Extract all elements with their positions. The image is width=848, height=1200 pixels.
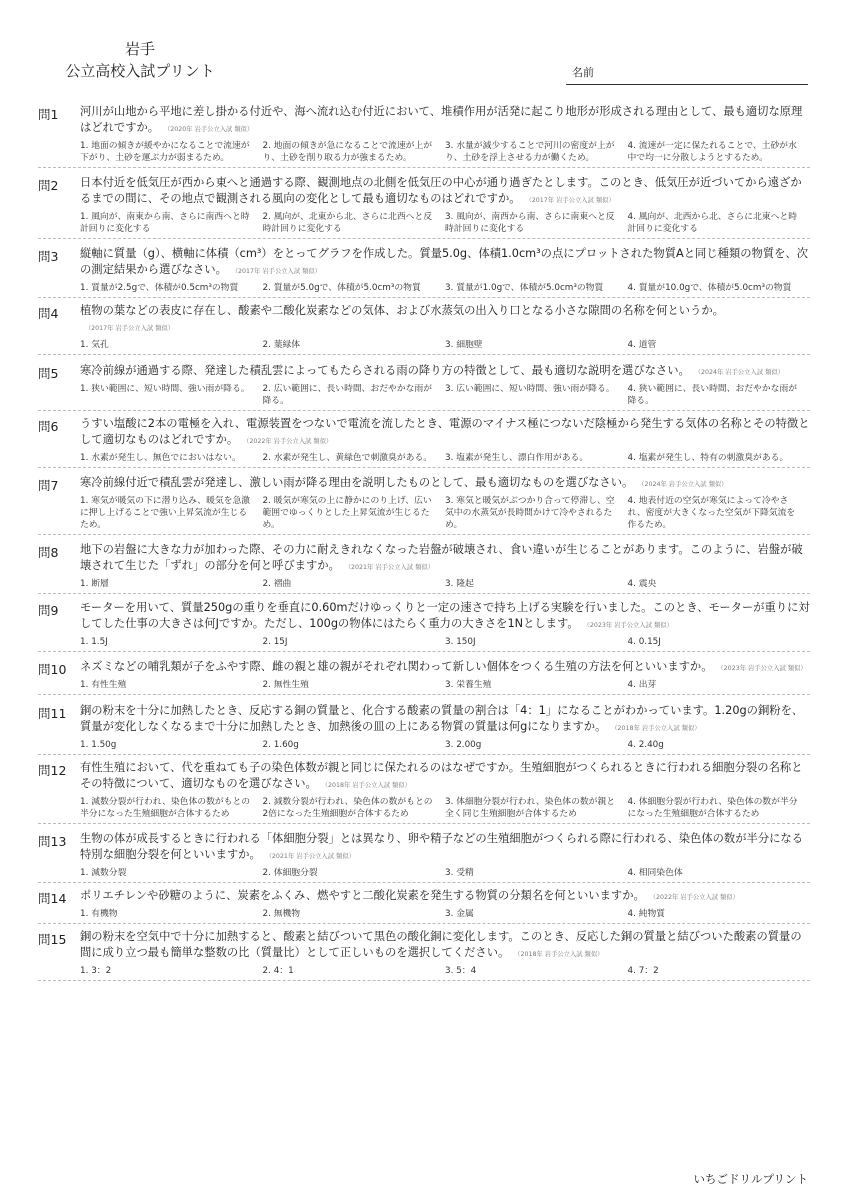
choice-row: [80, 867, 810, 879]
name-field[interactable]: [566, 64, 808, 85]
question-text: ネズミなどの哺乳類が子をふやす際、雌の親と雄の親がそれぞれ関わって新しい個体をつくる生殖の方法を何といいますか。: [80, 660, 713, 673]
question-block: [38, 657, 810, 695]
question-text: うすい塩酸に2本の電極を入れ、電源装置をつないで電流を流したとき、電源のマイナス極につないだ陰極から発生する気体の名称とその特徴として適切なものはどれですか。: [80, 417, 810, 446]
question-block: [38, 927, 810, 981]
question-source: （2022年 岩手公立入試 類似）: [246, 438, 333, 445]
answer-choice[interactable]: 2. 風向が、北東から北、さらに北西へと反時計回りに変化する: [262, 212, 433, 234]
question-number: 問6: [38, 419, 59, 434]
footer-brand: いちごドリルプリント: [693, 1172, 808, 1186]
question-source: （2017年 岩手公立入試 類似）: [234, 268, 322, 275]
question-number: 問13: [38, 834, 67, 849]
question-source: （2021年 岩手公立入試 類似）: [268, 853, 355, 860]
question-number: 問15: [38, 932, 67, 947]
question-body: [80, 888, 810, 920]
question-block: [38, 361, 810, 411]
answer-choice[interactable]: 2. 15J: [262, 637, 288, 647]
answer-choice[interactable]: 1. 減数分裂が行われ、染色体の数がもとの半分になった生殖細胞が合体するため: [80, 797, 251, 819]
answer-choice[interactable]: 4. 質量が10.0gで、体積が5.0cm³の物質: [627, 283, 792, 293]
question-block: [38, 301, 810, 355]
question-number: 問2: [38, 178, 59, 193]
answer-choice[interactable]: 3. 金属: [445, 909, 474, 919]
answer-choice[interactable]: 4. 風向が、北西から北、さらに北東へと時計回りに変化する: [627, 212, 798, 234]
answer-choice[interactable]: 1. 気孔: [80, 340, 109, 350]
choice-row: [80, 140, 810, 164]
question-body: [80, 703, 810, 751]
answer-choice[interactable]: 3. 広い範囲に、短い時間、強い雨が降る。: [445, 384, 615, 394]
answer-choice[interactable]: 1. 3：2: [80, 966, 112, 976]
question-text: 植物の葉などの表皮に存在し、酸素や二酸化炭素などの気体、および水蒸気の出入り口となる小さな隙間の名称を何というか。: [80, 304, 724, 317]
question-source: （2021年 岩手公立入試 類似）: [347, 564, 434, 571]
answer-choice[interactable]: 1. 減数分裂: [80, 868, 127, 878]
question-source: （2018年 岩手公立入試 類似）: [517, 951, 604, 958]
question-number: 問8: [38, 545, 59, 560]
answer-choice[interactable]: 2. 質量が5.0gで、体積が5.0cm³の物質: [262, 283, 421, 293]
choice-row: [80, 796, 810, 820]
answer-choice[interactable]: 1. 有性生殖: [80, 680, 127, 690]
question-text: 地下の岩盤に大きな力が加わった際、その力に耐えきれなくなった岩盤が破壊され、食い違いが生じることがあります。このように、岩盤が破壊されて生じた「ずれ」の部分を何と呼びますか。: [80, 543, 803, 572]
question-body: [80, 363, 810, 407]
answer-choice[interactable]: 4. 2.40g: [627, 740, 664, 750]
choice-row: [80, 679, 810, 691]
answer-choice[interactable]: 1. 1.5J: [80, 637, 108, 647]
question-list: [38, 102, 810, 981]
question-text: 縦軸に質量（g）、横軸に体積（cm³）をとってグラフを作成した。質量5.0g、体積1.0cm³の点にプロットされた物質Aと同じ種類の物質を、次の測定結果から選びなさい。: [80, 247, 809, 276]
answer-choice[interactable]: 2. 減数分裂が行われ、染色体の数がもとの2倍になった生殖細胞が合体するため: [262, 797, 433, 819]
answer-choice[interactable]: 3. 体細胞分裂が行われ、染色体の数が親と全く同じ生殖細胞が合体するため: [445, 797, 616, 819]
question-block: [38, 540, 810, 594]
answer-choice[interactable]: 3. 塩素が発生し、漂白作用がある。: [445, 453, 589, 463]
choice-row: [80, 452, 810, 464]
question-text: 日本付近を低気圧が西から東へと通過する際、観測地点の北側を低気圧の中心が通り過ぎたとします。このとき、低気圧が近づいてから遠ざかるまでの間に、その地点で観測される風向の変化として最も適切なものはどれですか。: [80, 176, 802, 205]
question-body: [80, 542, 810, 590]
question-body: [80, 303, 810, 351]
question-number: 問11: [38, 706, 67, 721]
question-number: 問7: [38, 478, 59, 493]
question-block: [38, 829, 810, 883]
answer-choice[interactable]: 3. 5：4: [445, 966, 477, 976]
question-text: モーターを用いて、質量250gの重りを垂直に0.60mだけゆっくりと一定の速さで持ち上げる実験を行いました。このとき、モーターが重りに対してした仕事の大きさは何Jですか。ただし、100gの物体にはたらく重力の大きさを1Nとします。: [80, 601, 810, 630]
question-body: [80, 416, 810, 464]
answer-choice[interactable]: 2. 無性生殖: [262, 680, 309, 690]
question-number: 問5: [38, 366, 59, 381]
question-body: [80, 104, 810, 164]
question-number: 問12: [38, 763, 67, 778]
question-number: 問10: [38, 662, 67, 677]
question-number: 問3: [38, 249, 59, 264]
choice-row: [80, 908, 810, 920]
answer-choice[interactable]: 3. 細胞壁: [445, 340, 483, 350]
answer-choice[interactable]: 1. 風向が、南東から南、さらに南西へと時計回りに変化する: [80, 212, 250, 234]
answer-choice[interactable]: 4. 地表付近の空気が寒気によって冷やされ、密度が大きくなった空気が下降気流を作るため。: [627, 496, 796, 530]
question-body: [80, 475, 810, 531]
answer-choice[interactable]: 2. 体細胞分裂: [262, 868, 318, 878]
choice-row: [80, 383, 810, 407]
answer-choice[interactable]: 4. 流速が一定に保たれることで、土砂が水中で均一に分散しようとするため。: [627, 141, 797, 163]
answer-choice[interactable]: 2. 4：1: [262, 966, 294, 976]
question-text: 生物の体が成長するときに行われる「体細胞分裂」とは異なり、卵や精子などの生殖細胞がつくられる際に行われる、染色体の数が半分になる特別な細胞分裂を何といいますか。: [80, 832, 804, 861]
answer-choice[interactable]: 4. 相同染色体: [627, 868, 683, 878]
answer-choice[interactable]: 3. 2.00g: [445, 740, 482, 750]
question-block: [38, 598, 810, 652]
answer-choice[interactable]: 1. 寒気が暖気の下に潜り込み、暖気を急激に押し上げることで強い上昇気流が生じるため。: [80, 496, 251, 530]
choice-row: [80, 211, 810, 235]
answer-choice[interactable]: 4. 純物質: [627, 909, 666, 919]
question-body: [80, 175, 810, 235]
answer-choice[interactable]: 3. 150J: [445, 637, 476, 647]
question-number: 問9: [38, 603, 59, 618]
question-text: 寒冷前線が通過する際、発達した積乱雲によってもたらされる雨の降り方の特徴として、最も適切な説明を選びなさい。: [80, 364, 690, 377]
question-block: [38, 102, 810, 168]
answer-choice[interactable]: 4. 狭い範囲に、長い時間、おだやかな雨が降る。: [627, 384, 798, 406]
question-body: [80, 831, 810, 879]
question-number: 問1: [38, 107, 59, 122]
question-body: [80, 760, 810, 820]
answer-choice[interactable]: 3. 寒気と暖気がぶつかり合って停滞し、空気中の水蒸気が長時間かけて冷やされるため。: [445, 496, 615, 530]
answer-choice[interactable]: 3. 隆起: [445, 579, 474, 589]
question-source: （2018年 岩手公立入試 類似）: [324, 782, 411, 789]
question-text: ポリエチレンや砂糖のように、炭素をふくみ、燃やすと二酸化炭素を発生する物質の分類名を何といいますか。: [80, 889, 645, 902]
choice-row: [80, 282, 810, 294]
question-source: （2022年 岩手公立入試 類似）: [652, 894, 739, 901]
question-source: （2024年 岩手公立入試 類似）: [697, 369, 784, 376]
answer-choice[interactable]: 3. 風向が、南西から南、さらに南東へと反時計回りに変化する: [445, 212, 615, 234]
question-text: 有性生殖において、代を重ねても子の染色体数が親と同じに保たれるのはなぜですか。生殖細胞がつくられるときに行われる細胞分裂の名称とその特徴について、適切なものを選びなさい。: [80, 761, 803, 790]
answer-choice[interactable]: 1. 断層: [80, 579, 109, 589]
question-source: （2017年 岩手公立入試 類似）: [88, 325, 175, 332]
question-block: [38, 173, 810, 239]
answer-choice[interactable]: 4. 体細胞分裂が行われ、染色体の数が半分になった生殖細胞が合体するため: [627, 797, 798, 819]
answer-choice[interactable]: 2. 1.60g: [262, 740, 299, 750]
prefecture-title: 岩手: [124, 40, 155, 58]
answer-choice[interactable]: 3. 栄養生殖: [445, 680, 492, 690]
answer-choice[interactable]: 4. 震央: [627, 579, 657, 589]
question-block: [38, 701, 810, 755]
answer-choice[interactable]: 4. 7：2: [627, 966, 659, 976]
question-block: [38, 244, 810, 298]
name-label: 名前: [572, 66, 594, 79]
answer-choice[interactable]: 4. 0.15J: [627, 637, 661, 647]
answer-choice[interactable]: 2. 褶曲: [262, 579, 292, 589]
choice-row: [80, 636, 810, 648]
answer-choice[interactable]: 1. 有機物: [80, 909, 118, 919]
question-source: （2023年 岩手公立入試 類似）: [720, 665, 807, 672]
answer-choice[interactable]: 2. 広い範囲に、長い時間、おだやかな雨が降る。: [262, 384, 433, 406]
answer-choice[interactable]: 4. 道管: [627, 340, 657, 350]
answer-choice[interactable]: 1. 地面の傾きが緩やかになることで流速が下がり、土砂を運ぶ力が弱まるため。: [80, 141, 250, 163]
print-header: [0, 0, 848, 95]
answer-choice[interactable]: 2. 水素が発生し、黄緑色で刺激臭がある。: [262, 453, 433, 463]
answer-choice[interactable]: 3. 受精: [445, 868, 474, 878]
answer-choice[interactable]: 4. 塩素が発生し、特有の刺激臭がある。: [627, 453, 789, 463]
question-source: （2018年 岩手公立入試 類似）: [614, 725, 701, 732]
question-number: 問14: [38, 891, 67, 906]
question-source: （2017年 岩手公立入試 類似）: [528, 197, 615, 204]
answer-choice[interactable]: 1. 水素が発生し、無色でにおいはない。: [80, 453, 241, 463]
question-text: 銅の粉末を十分に加熱したとき、反応する銅の質量と、化合する酸素の質量の割合は「4：1」になることがわかっています。1.20gの銅粉を、質量が変化しなくなるまで十分に加熱したとき、加熱後の皿の上にある物質の質量は何gになりますか。: [80, 704, 804, 733]
answer-choice[interactable]: 4. 出芽: [627, 680, 657, 690]
answer-choice[interactable]: 1. 1.50g: [80, 740, 117, 750]
choice-row: [80, 739, 810, 751]
choice-row: [80, 495, 810, 531]
answer-choice[interactable]: 2. 無機物: [262, 909, 301, 919]
answer-choice[interactable]: 2. 暖気が寒気の上に静かにのり上げ、広い範囲でゆっくりとした上昇気流が生じるため。: [262, 496, 432, 530]
question-text: 河川が山地から平地に差し掛かる付近や、海へ流れ込む付近において、堆積作用が活発に起こり地形が形成される理由として、最も適切な原理はどれですか。: [80, 105, 803, 134]
question-text: 寒冷前線付近で積乱雲が発達し、激しい雨が降る理由を説明したものとして、最も適切なものを選びなさい。: [80, 476, 634, 489]
answer-choice[interactable]: 2. 葉緑体: [262, 340, 301, 350]
question-block: [38, 886, 810, 924]
question-text: 銅の粉末を空気中で十分に加熱すると、酸素と結びついて黒色の酸化銅に変化します。このとき、反応した銅の質量と結びついた酸素の質量の間に成り立つ最も簡単な整数の比（質量比）として正しいものを選択してください。: [80, 930, 802, 959]
question-body: [80, 929, 810, 977]
print-subtitle: 公立高校入試プリント: [65, 62, 215, 80]
question-source: （2020年 岩手公立入試 類似）: [167, 126, 254, 133]
choice-row: [80, 339, 810, 351]
answer-choice[interactable]: 3. 水量が減少することで河川の密度が上がり、土砂を浮上させる力が働くため。: [445, 141, 615, 163]
question-number: 問4: [38, 306, 59, 321]
choice-row: [80, 578, 810, 590]
question-block: [38, 473, 810, 535]
answer-choice[interactable]: 3. 質量が1.0gで、体積が5.0cm³の物質: [445, 283, 604, 293]
answer-choice[interactable]: 1. 狭い範囲に、短い時間、強い雨が降る。: [80, 384, 250, 394]
answer-choice[interactable]: 2. 地面の傾きが急になることで流速が上がり、土砂を削り取る力が強まるため。: [262, 141, 433, 163]
question-body: [80, 600, 810, 648]
question-body: [80, 659, 810, 691]
question-source: （2023年 岩手公立入試 類似）: [586, 622, 673, 629]
question-source: （2024年 岩手公立入試 類似）: [641, 481, 728, 488]
question-block: [38, 414, 810, 468]
answer-choice[interactable]: 1. 質量が2.5gで、体積が0.5cm³の物質: [80, 283, 239, 293]
choice-row: [80, 965, 810, 977]
question-block: [38, 758, 810, 824]
question-body: [80, 246, 810, 294]
